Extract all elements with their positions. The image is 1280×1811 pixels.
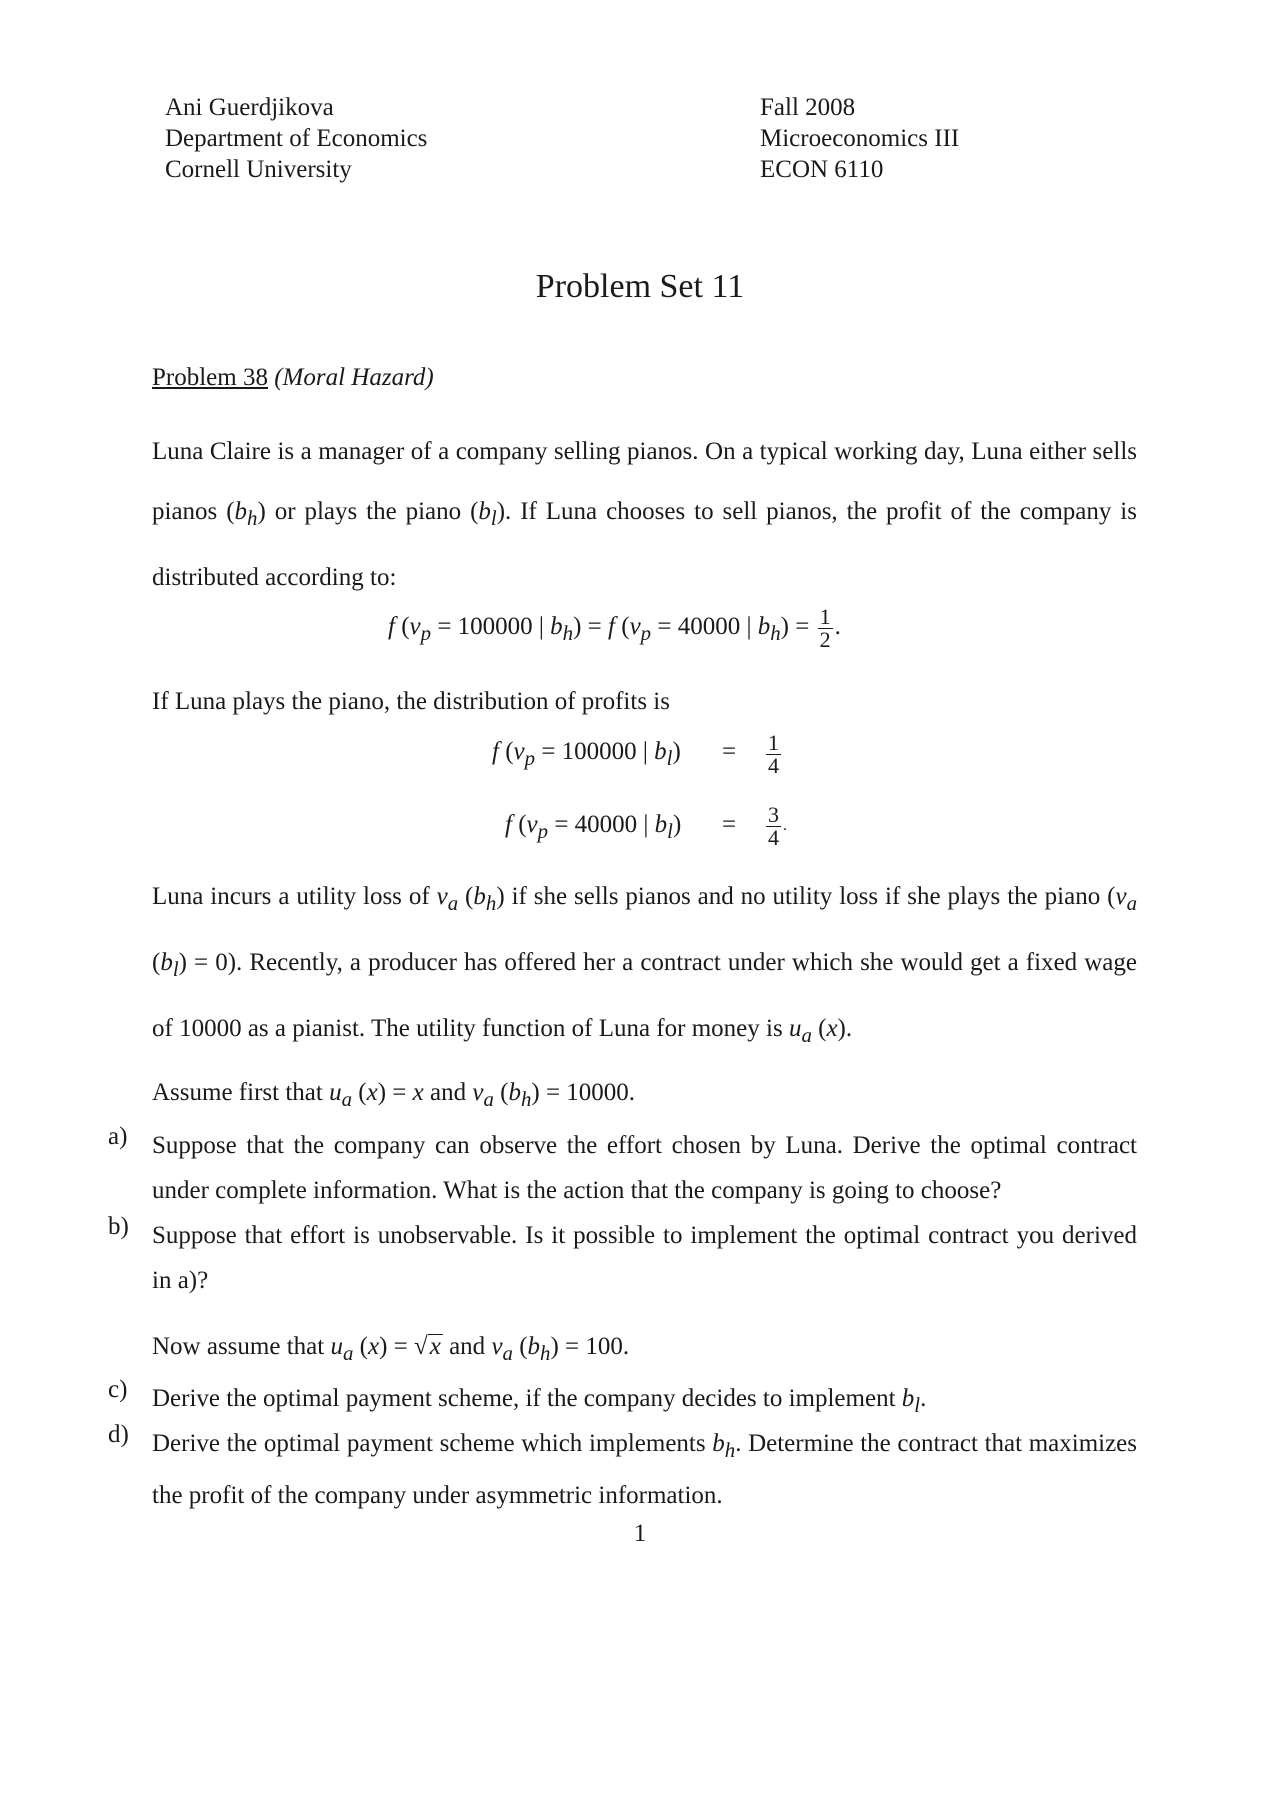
course-code: ECON 6110	[760, 156, 884, 183]
utility-paragraph: Luna incurs a utility loss of $v_a$ $(b_h)$ if she sells pianos and no utility loss if she plays the piano ($v_a$ $(b_l) = 0$). Recently, a producer has offered her a contract under which she would get a fixed wage of 10000 as a pianist. The utility function of Luna for money is $u_a$ (x).	[152, 883, 1137, 1047]
intro-paragraph	[152, 422, 1137, 608]
math-va-bh: $v_a$	[436, 883, 459, 915]
item-label-d: d)	[108, 1421, 129, 1448]
department: Department of Economics	[165, 125, 428, 152]
utility-text-1: Luna incurs a utility loss of	[152, 883, 437, 910]
math-bl: $b_l$	[478, 498, 497, 530]
question-a: Suppose that the company can observe the effort chosen by Luna. Derive the optimal contract under complete information. What is the action that the company is going to choose?	[152, 1132, 1137, 1204]
author-block	[165, 92, 427, 185]
math-bh: $b_h$	[234, 498, 258, 530]
problem-label: Problem 38	[152, 364, 268, 391]
question-b: Suppose that effort is unobservable. Is it possible to implement the optimal contract you derived in a)?	[152, 1222, 1137, 1294]
equals-sign-1: =	[722, 738, 737, 765]
equation-piano-distribution-row1: f ($v_p = 100000$ | $b_l$)	[492, 738, 681, 770]
fraction-three-quarters: $\frac{3}{4}$ .	[768, 802, 787, 850]
item-label-c: c)	[108, 1376, 128, 1403]
university: Cornell University	[165, 156, 352, 183]
page-number: 1	[633, 1520, 647, 1547]
semester: Fall 2008	[760, 94, 856, 121]
piano-distribution-intro: If Luna plays the piano, the distribution of profits is	[152, 688, 670, 715]
question-c: Derive the optimal payment scheme, if the company decides to implement $b_l$.	[152, 1385, 927, 1417]
utility-text-3: ). Recently, a producer has offered her a contract under which she would get a fixed wage of 10000 as a pianist. The utility function of Luna for money is	[152, 949, 1137, 1042]
utility-text-2: if she sells pianos and no utility loss if she plays the piano (	[504, 883, 1116, 910]
assumption-sqrt: Now assume that $u_a$ (x) = √x and $v_a$ $(b_h) = 100$.	[152, 1333, 630, 1365]
course-block	[760, 92, 959, 185]
equation-piano-distribution-row2: f ($v_p = 40000$ | $b_l$)	[505, 811, 682, 843]
question-d: Derive the optimal payment scheme which implements $b_h$. Determine the contract that maximizes the profit of the company under asymmetric information.	[152, 1430, 1138, 1509]
page-title: Problem Set 11	[535, 268, 745, 305]
intro-text-1: Luna Claire is a manager of a company selling pianos. On a typical working day, Luna either sells pianos (	[152, 438, 1137, 525]
problem-topic: (Moral Hazard)	[274, 364, 434, 391]
course-name: Microeconomics III	[760, 125, 960, 152]
fraction-one-half: $\frac{1}{2}$	[819, 604, 831, 652]
author-name: Ani Guerdjikova	[165, 94, 334, 121]
assumption-linear: Assume first that $u_a$ (x) = x and $v_a$ $(b_h) = 10000$.	[152, 1079, 636, 1111]
problem-heading	[152, 364, 434, 392]
fraction-one-quarter: $\frac{1}{4}$	[768, 730, 779, 778]
equation-sell-distribution: f ($v_p = 100000$ | $b_h) = f$ ($v_p = 40000$ | $b_h$) = $\frac{1}{2}$ .	[388, 604, 841, 652]
intro-text-3: ). If Luna chooses to sell pianos, the profit of the company is distributed according to:	[152, 498, 1137, 591]
item-label-b: b)	[108, 1213, 129, 1240]
item-label-a: a)	[108, 1123, 128, 1150]
intro-text-2: ) or plays the piano (	[257, 498, 479, 525]
equals-sign-2: =	[722, 811, 737, 838]
